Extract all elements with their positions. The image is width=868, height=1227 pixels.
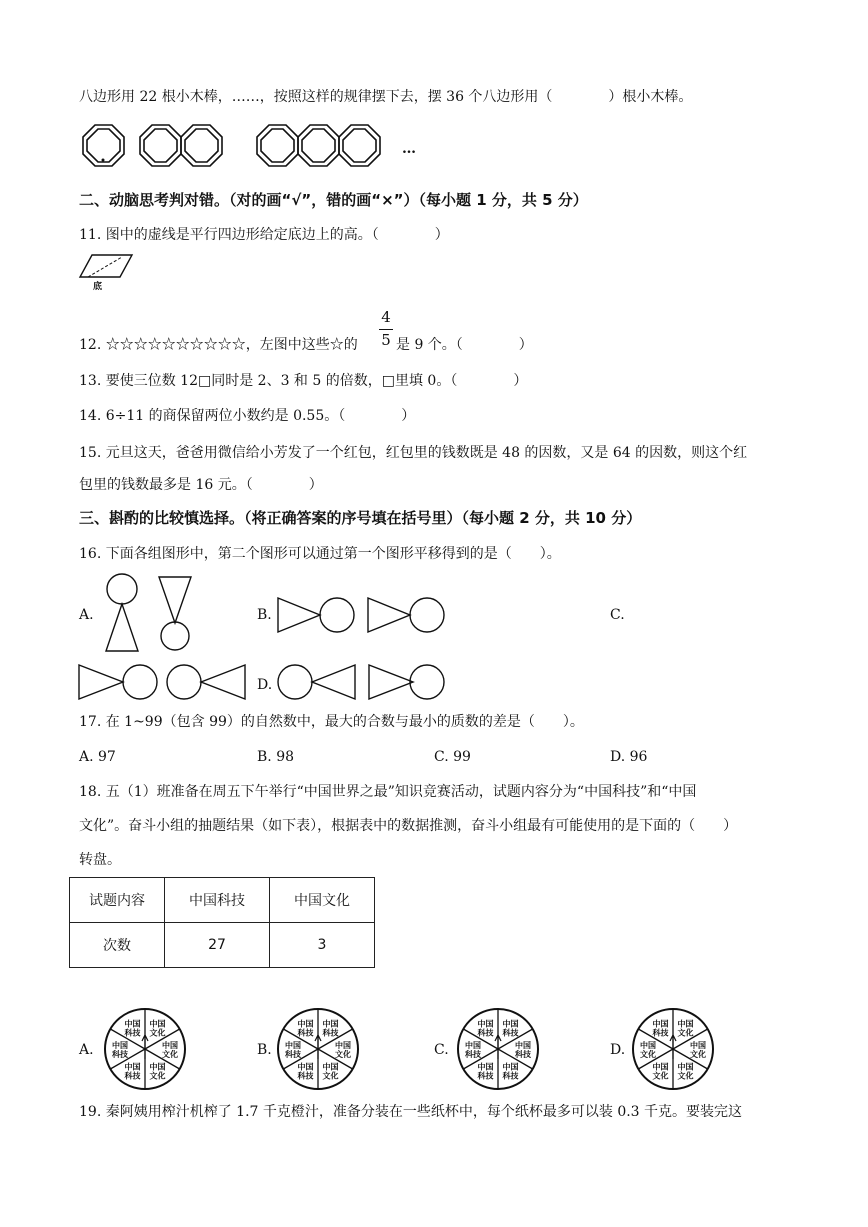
wheel-sector-label: 科技 [502,1071,519,1081]
svg-text:底: 底 [93,282,103,292]
wheel-sector-label: 中国 [515,1041,531,1050]
section3-title: 三、斟酌的比较慎选择。（将正确答案的序号填在括号里）（每小题 2 分，共 10 分） [79,509,642,527]
wheel-sector-label: 科技 [124,1028,141,1038]
q16-b-figure [277,596,447,636]
wheel-sector-label: 文化 [335,1050,351,1059]
table-cell: 27 [165,923,270,968]
table-header-cell: 中国文化 [270,878,375,923]
wheel-sector-label: 文化 [162,1050,178,1059]
wheel-sector-label: 中国 [652,1062,669,1072]
q16-option-b[interactable]: B. [257,607,272,623]
wheel-sector-label: 科技 [477,1071,494,1081]
q15-line1: 15. 元旦这天，爸爸用微信给小芳发了一个红包，红包里的钱数既是 48 的因数，又是 64 的因数，则这个红 [79,445,748,461]
wheel-sector-label: 中国 [335,1041,351,1050]
table-cell: 次数 [70,923,165,968]
wheel-sector-label: 文化 [677,1071,694,1081]
q16-text: 16. 下面各组图形中，第二个图形可以通过第一个图形平移得到的是（ ）。 [79,546,561,562]
wheel-sector-label: 科技 [477,1028,494,1038]
wheel-sector-label: 中国 [652,1019,669,1029]
wheel-sector-label: 中国 [124,1062,141,1072]
wheel-sector-label: 中国 [502,1019,519,1029]
spinner-wheel-d [631,1007,715,1091]
q18-line2: 文化”。奋斗小组的抽题结果（如下表），根据表中的数据推测，奋斗小组最有可能使用的是下面的（ ） [79,818,738,834]
q18-line3: 转盘。 [79,852,121,868]
q16-option-a[interactable]: A. [79,607,94,623]
wheel-sector-label: 中国 [640,1041,656,1050]
q15-line2: 包里的钱数最多是 16 元。（ ） [79,477,323,493]
wheel-sector-label: 科技 [297,1028,314,1038]
wheel-sector-label: 科技 [297,1071,314,1081]
q12-text-before: 12. ☆☆☆☆☆☆☆☆☆☆，左图中这些☆的 [79,337,358,353]
wheel-sector-label: 中国 [297,1062,314,1072]
wheel-sector-label: 文化 [322,1071,339,1081]
octagon-ellipsis: … [402,141,416,157]
table-header-cell: 试题内容 [70,878,165,923]
section2-title: 二、动脑思考判对错。（对的画“√”，错的画“×”）（每小题 1 分，共 5 分） [79,191,588,209]
q18-option-c[interactable]: C. [434,1042,449,1058]
wheel-sector-label: 中国 [149,1062,166,1072]
wheel-sector-label: 文化 [149,1071,166,1081]
q16-option-c[interactable]: C. [610,607,625,623]
q16-d-figure [277,663,447,703]
wheel-sector-label: 中国 [112,1041,128,1050]
wheel-sector-label: 中国 [677,1019,694,1029]
q17-option-d[interactable]: D. 96 [610,749,648,765]
spinner-wheel-b [276,1007,360,1091]
q18-option-a[interactable]: A. [79,1042,94,1058]
q10-text: 八边形用 22 根小木棒，……，按照这样的规律摆下去，摆 36 个八边形用（ ）根小木棒。 [79,89,693,105]
wheel-sector-label: 科技 [285,1050,301,1059]
q17-option-b[interactable]: B. 98 [257,749,295,765]
wheel-sector-label: 科技 [322,1028,339,1038]
q11-text: 11. 图中的虚线是平行四边形给定底边上的高。（ ） [79,227,449,243]
q16-option-d[interactable]: D. [257,677,273,693]
wheel-sector-label: 文化 [652,1071,669,1081]
q17-text: 17. 在 1~99（包含 99）的自然数中，最大的合数与最小的质数的差是（ ）。 [79,714,584,730]
q18-option-d[interactable]: D. [610,1042,626,1058]
wheel-sector-label: 中国 [149,1019,166,1029]
wheel-sector-label: 中国 [297,1019,314,1029]
q18-table [69,877,375,968]
wheel-sector-label: 中国 [322,1062,339,1072]
q17-option-a[interactable]: A. 97 [79,749,116,765]
q12-numerator: 4 [381,308,391,326]
q14-text: 14. 6÷11 的商保留两位小数约是 0.55。（ ） [79,408,416,424]
wheel-sector-label: 文化 [677,1028,694,1038]
q19-text: 19. 秦阿姨用榨汁机榨了 1.7 千克橙汁，准备分装在一些纸杯中，每个纸杯最多可以装 0.3 千克。要装完这 [79,1104,743,1120]
q18-line1: 18. 五（1）班准备在周五下午举行“中国世界之最”知识竞赛活动，试题内容分为“中国科技”和“中国 [79,784,697,800]
q16-a-figure [103,573,193,653]
wheel-sector-label: 文化 [149,1028,166,1038]
wheel-sector-label: 科技 [112,1050,128,1059]
q12-denominator: 5 [381,331,391,349]
wheel-sector-label: 科技 [515,1050,531,1059]
wheel-sector-label: 中国 [162,1041,178,1050]
spinner-wheel-c [456,1007,540,1091]
q17-option-c[interactable]: C. 99 [434,749,471,765]
q18-option-b[interactable]: B. [257,1042,272,1058]
wheel-sector-label: 中国 [285,1041,301,1050]
wheel-sector-label: 中国 [677,1062,694,1072]
table-cell: 3 [270,923,375,968]
table-header-cell: 中国科技 [165,878,270,923]
wheel-sector-label: 文化 [640,1050,656,1059]
wheel-sector-label: 中国 [322,1019,339,1029]
q12-fraction-bar [379,329,393,330]
wheel-sector-label: 科技 [502,1028,519,1038]
wheel-sector-label: 中国 [124,1019,141,1029]
wheel-sector-label: 中国 [690,1041,706,1050]
wheel-sector-label: 文化 [690,1050,706,1059]
q12-text-after: 是 9 个。（ ） [396,337,533,353]
wheel-sector-label: 中国 [502,1062,519,1072]
q13-text: 13. 要使三位数 12□同时是 2、3 和 5 的倍数，□里填 0。（ ） [79,373,528,389]
wheel-sector-label: 科技 [465,1050,481,1059]
spinner-wheel-a [103,1007,187,1091]
q16-c-figure [77,663,252,703]
wheel-sector-label: 科技 [652,1028,669,1038]
parallelogram-base-label [93,280,113,292]
wheel-sector-label: 中国 [477,1062,494,1072]
wheel-sector-label: 科技 [124,1071,141,1081]
octagon-sticks-figure [82,122,502,182]
wheel-sector-label: 中国 [465,1041,481,1050]
wheel-sector-label: 中国 [477,1019,494,1029]
